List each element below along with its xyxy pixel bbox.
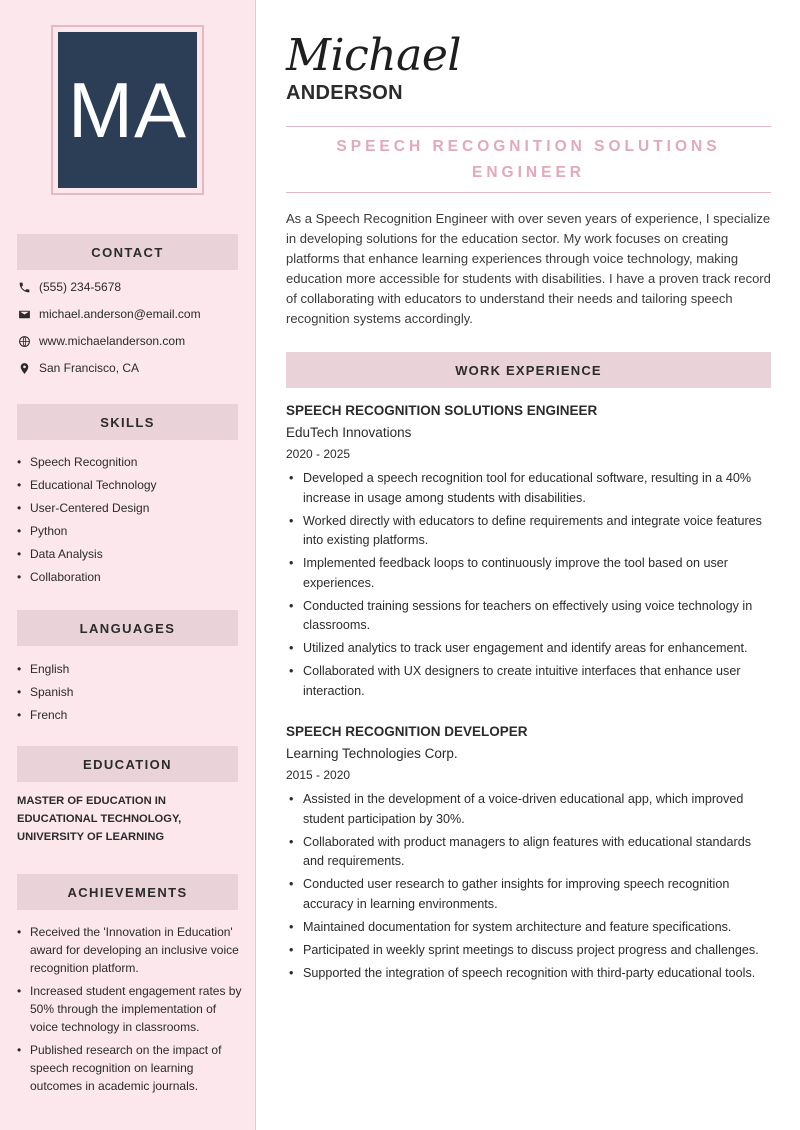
location-pin-icon: [17, 361, 31, 375]
email-text: michael.anderson@email.com: [39, 307, 201, 321]
list-item: • Python: [17, 522, 242, 540]
job-role: SPEECH RECOGNITION DEVELOPER: [286, 724, 528, 739]
list-item: • French: [17, 706, 242, 724]
list-item: • Data Analysis: [17, 545, 242, 563]
job-company: Learning Technologies Corp.: [286, 746, 458, 761]
list-item: • Developed a speech recognition tool for educational software, resulting in a 40% increase in usage among students with disabilities.: [286, 469, 771, 508]
list-item: • Increased student engagement rates by 50% through the implementation of voice technology in classrooms.: [17, 982, 242, 1036]
contact-heading: CONTACT: [17, 234, 238, 270]
job-entry-1: [286, 403, 771, 705]
list-item: • Utilized analytics to track user engagement and identify areas for enhancement.: [286, 639, 771, 659]
contact-phone[interactable]: [17, 280, 121, 294]
job-title: [286, 134, 771, 186]
list-item: • Maintained documentation for system architecture and feature specifications.: [286, 918, 771, 938]
globe-icon: [17, 334, 31, 348]
contact-website[interactable]: [17, 334, 185, 348]
achievements-list: [17, 923, 242, 1100]
contact-email[interactable]: [17, 307, 201, 321]
sidebar: [0, 0, 256, 1130]
divider-bottom: [286, 192, 771, 193]
list-item: • Conducted training sessions for teachers on effectively using voice technology in classrooms.: [286, 597, 771, 636]
list-item: • Assisted in the development of a voice-driven educational app, which improved student participation by 30%.: [286, 790, 771, 829]
languages-heading: LANGUAGES: [17, 610, 238, 646]
divider-top: [286, 126, 771, 127]
list-item: • Collaboration: [17, 568, 242, 586]
list-item: • Supported the integration of speech recognition with third-party educational tools.: [286, 964, 771, 984]
job-title-line-2: ENGINEER: [472, 164, 585, 181]
list-item: • Conducted user research to gather insights for improving speech recognition accuracy in learning environments.: [286, 875, 771, 914]
list-item: • Collaborated with product managers to align features with educational standards and requirements.: [286, 833, 771, 872]
languages-list: [17, 660, 242, 729]
job-bullets: [286, 469, 771, 701]
list-item: • English: [17, 660, 242, 678]
phone-text: (555) 234-5678: [39, 280, 122, 294]
list-item: • Implemented feedback loops to continuously improve the tool based on user experiences.: [286, 554, 771, 593]
skills-heading: SKILLS: [17, 404, 238, 440]
work-experience-heading: WORK EXPERIENCE: [286, 352, 771, 388]
location-text: San Francisco, CA: [39, 361, 140, 375]
last-name: ANDERSON: [286, 82, 403, 104]
first-name: Michael: [286, 30, 461, 81]
monogram-frame: [51, 25, 204, 195]
phone-icon: [17, 280, 31, 294]
job-entry-2: [286, 724, 771, 987]
job-dates: 2015 - 2020: [286, 768, 351, 782]
list-item: • Spanish: [17, 683, 242, 701]
list-item: • Participated in weekly sprint meetings to discuss project progress and challenges.: [286, 941, 771, 961]
summary: As a Speech Recognition Engineer with over seven years of experience, I specialize in developing solutions for the education sector. My work focuses on creating platforms that enhance learning experiences through voice technology, making education more accessible for students with disabilities. I have a proven track record of collaborating with educators to understand their needs and tailoring speech recognition systems accordingly.: [286, 211, 771, 326]
list-item: • User-Centered Design: [17, 499, 242, 517]
skills-list: [17, 453, 242, 591]
education-heading: EDUCATION: [17, 746, 238, 782]
list-item: • Received the 'Innovation in Education' award for developing an inclusive voice recognition platform.: [17, 923, 242, 977]
achievements-heading: ACHIEVEMENTS: [17, 874, 238, 910]
email-icon: [17, 307, 31, 321]
job-bullets: [286, 790, 771, 983]
list-item: • Published research on the impact of speech recognition on learning outcomes in academic journals.: [17, 1041, 242, 1095]
education-degree: MASTER OF EDUCATION IN EDUCATIONAL TECHNOLOGY, UNIVERSITY OF LEARNING: [17, 795, 182, 843]
job-company: EduTech Innovations: [286, 425, 412, 440]
job-title-line-1: SPEECH RECOGNITION SOLUTIONS: [336, 138, 721, 155]
monogram: MA: [58, 32, 197, 188]
list-item: • Collaborated with UX designers to create intuitive interfaces that enhance user interaction.: [286, 662, 771, 701]
list-item: • Worked directly with educators to define requirements and integrate voice features into existing platforms.: [286, 512, 771, 551]
list-item: • Speech Recognition: [17, 453, 242, 471]
contact-location: [17, 361, 139, 375]
website-text: www.michaelanderson.com: [39, 334, 186, 348]
job-dates: 2020 - 2025: [286, 447, 351, 461]
job-role: SPEECH RECOGNITION SOLUTIONS ENGINEER: [286, 403, 598, 418]
list-item: • Educational Technology: [17, 476, 242, 494]
